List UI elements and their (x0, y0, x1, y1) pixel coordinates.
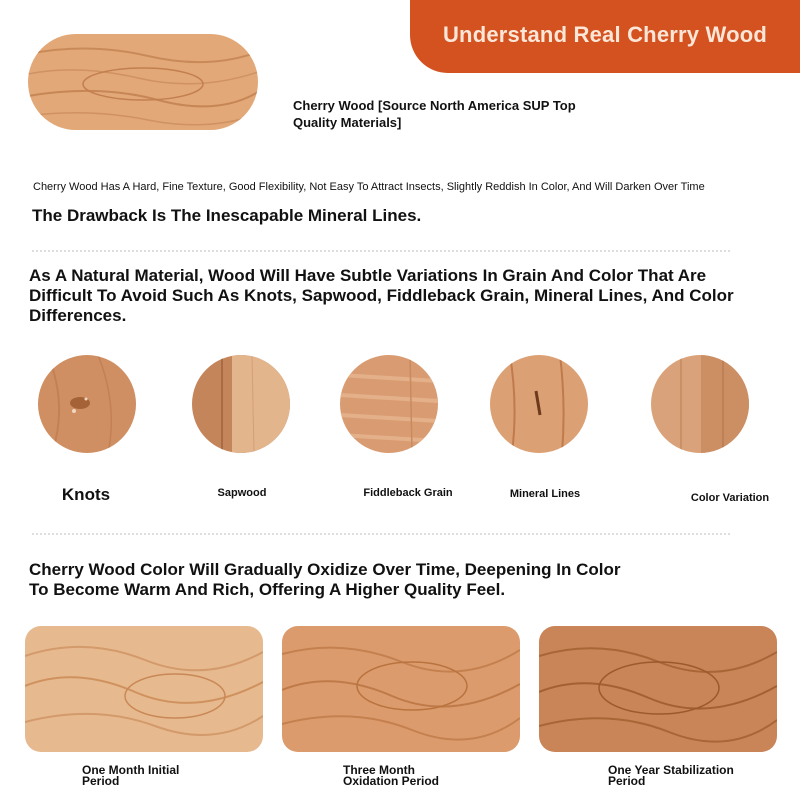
wood-sapwood-swatch (192, 355, 290, 453)
mineral-lines-label: Mineral Lines (509, 488, 581, 500)
page-title: Understand Real Cherry Wood (442, 22, 768, 47)
variations-heading: As A Natural Material, Wood Will Have Subtle Variations In Grain And Color That Are Difficult To Avoid Such As Knots, Sapwood, Fiddleback Grain, Mineral Lines, And Color Differences. (29, 266, 734, 325)
sapwood-label: Sapwood (217, 487, 267, 499)
one-year-label: One Year Stabilization Period (608, 763, 734, 788)
wood-knot-swatch (38, 355, 136, 453)
knots-label: Knots (61, 485, 111, 504)
one-month-wood-image (25, 626, 263, 752)
wood-source-text: Cherry Wood [Source North America SUP Top Quality Materials] (293, 98, 576, 130)
cherry-wood-sample-image (28, 34, 258, 130)
wood-color-variation-swatch (651, 355, 749, 453)
dotted-divider (32, 250, 730, 252)
one-month-label: One Month Initial Period (82, 763, 180, 788)
drawback-text: The Drawback Is The Inescapable Mineral Lines. (32, 206, 422, 225)
wood-mineral-lines-swatch (490, 355, 588, 453)
header-banner (410, 0, 800, 73)
color-variation-label: Color Variation (690, 492, 770, 504)
dotted-divider (32, 533, 730, 535)
wood-properties-text: Cherry Wood Has A Hard, Fine Texture, Good Flexibility, Not Easy To Attract Insects, Slightly Reddish In Color, And Will Darken Over Time (33, 181, 705, 193)
three-month-wood-image (282, 626, 520, 752)
oxidation-heading: Cherry Wood Color Will Gradually Oxidize Over Time, Deepening In Color To Become Warm And Rich, Offering A Higher Quality Feel. (29, 560, 621, 599)
one-year-wood-image (539, 626, 777, 752)
wood-fiddleback-swatch (340, 355, 438, 453)
three-month-label: Three Month Oxidation Period (343, 763, 440, 788)
fiddleback-grain-label: Fiddleback Grain (363, 487, 453, 499)
